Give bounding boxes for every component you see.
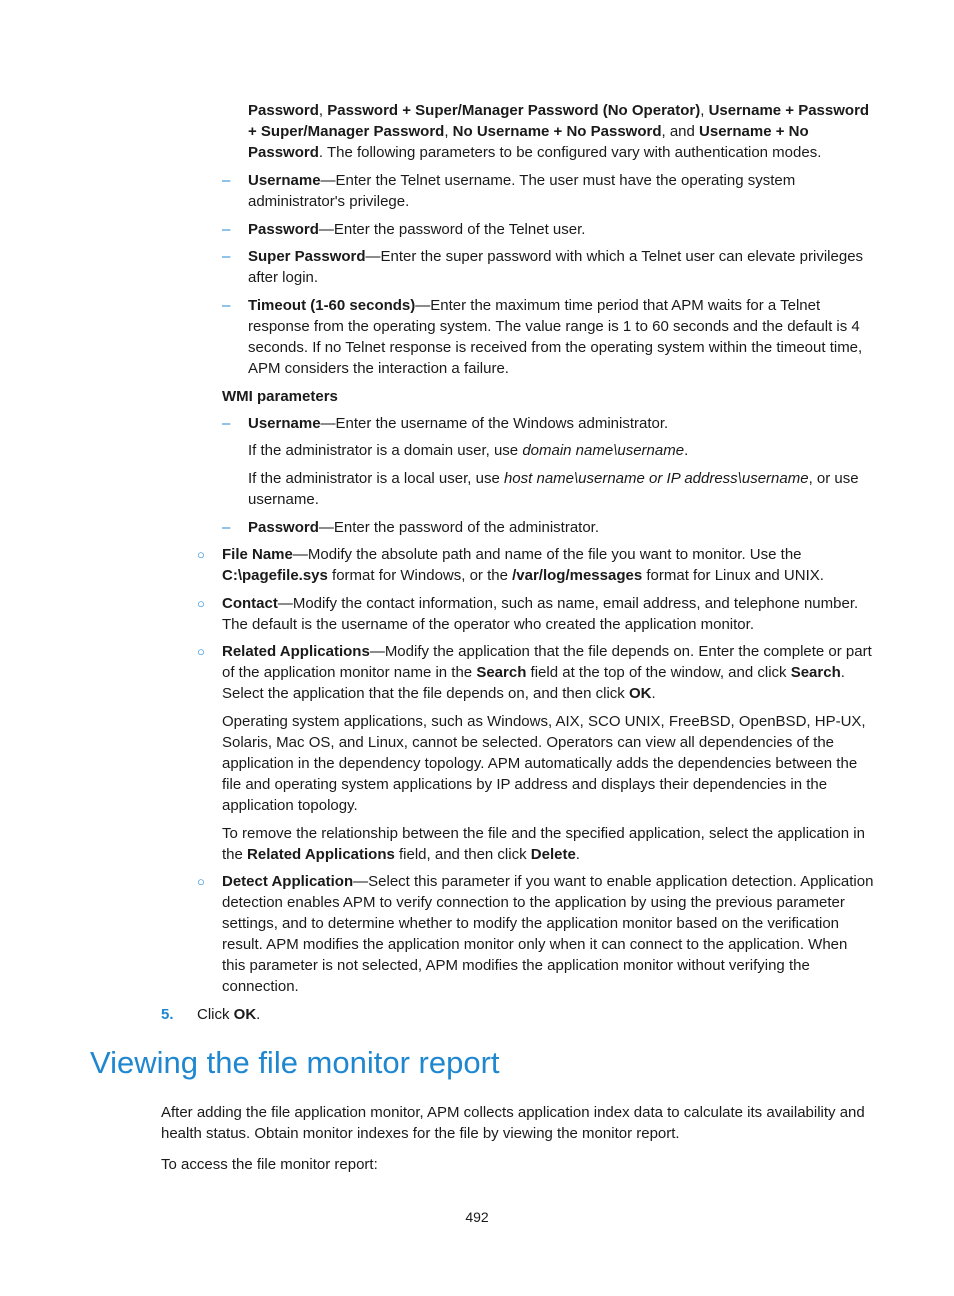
- circle-bullet: ○: [197, 547, 205, 562]
- dash-bullet: –: [222, 248, 231, 265]
- telnet-password-item: Password—Enter the password of the Telnet user.: [248, 221, 586, 238]
- telnet-username-item: Username—Enter the Telnet username. The user must have the operating system administrator's privilege.: [248, 172, 796, 210]
- related-applications-remove-note: To remove the relationship between the file and the specified application, select the application in the Related Applications field, and then click Delete.: [222, 825, 865, 863]
- wmi-password-item: Password—Enter the password of the administrator.: [248, 519, 600, 536]
- wmi-domain-user-note: If the administrator is a domain user, use domain name\username.: [248, 442, 689, 459]
- section-intro-paragraph: After adding the file application monitor, APM collects application index data to calculate its availability and health status. Obtain monitor indexes for the file by viewing the monitor report.: [161, 1104, 865, 1142]
- page-number: 492: [465, 1209, 489, 1225]
- access-report-paragraph: To access the file monitor report:: [161, 1156, 378, 1173]
- related-applications-os-note: Operating system applications, such as Windows, AIX, SCO UNIX, FreeBSD, OpenBSD, HP-UX, Solaris, Mac OS, and Linux, cannot be selected. Operators can view all dependencies of the application in the dependency topology. APM automatically adds the dependencies between the file and operating system applications by IP address and displays their dependencies in the application topology.: [222, 713, 866, 814]
- circle-bullet: ○: [197, 596, 205, 611]
- file-name-item: File Name—Modify the absolute path and name of the file you want to monitor. Use the C:\pagefile.sys format for Windows, or the /var/log/messages format for Linux and UNIX.: [222, 546, 824, 584]
- telnet-timeout-item: Timeout (1-60 seconds)—Enter the maximum time period that APM waits for a Telnet response from the operating system. The value range is 1 to 60 seconds and the default is 4 seconds. If no Telnet response is received from the operating system within the timeout time, APM considers the interaction a failure.: [248, 297, 863, 377]
- related-applications-item: Related Applications—Modify the application that the file depends on. Enter the complete or part of the application monitor name in the Search field at the top of the window, and click Search. Select the application that the file depends on, and then click OK.: [222, 643, 872, 702]
- detect-application-item: Detect Application—Select this parameter if you want to enable application detection. Application detection enables APM to verify connection to the application by using the previous parameter settings, and to determine whether to modify the application monitor based on the verification result. APM modifies the application monitor only when it can connect to the application. When this parameter is not selected, APM modifies the application monitor without verifying the connection.: [222, 873, 874, 995]
- dash-bullet: –: [222, 297, 231, 314]
- contact-item: Contact—Modify the contact information, such as name, email address, and telephone number. The default is the username of the operator who created the application monitor.: [222, 595, 859, 633]
- telnet-super-password-item: Super Password—Enter the super password with which a Telnet user can elevate privileges after login.: [248, 248, 864, 286]
- wmi-local-user-note: If the administrator is a local user, use host name\username or IP address\username, or use username.: [248, 470, 859, 508]
- dash-bullet: –: [222, 172, 231, 189]
- dash-bullet: –: [222, 221, 231, 238]
- wmi-username-item: Username—Enter the username of the Windows administrator.: [248, 415, 669, 432]
- step-number: 5.: [161, 1006, 174, 1023]
- auth-modes-paragraph: Password, Password + Super/Manager Password (No Operator), Username + Password + Super/Manager Password, No Username + No Password, and Username + No Password. The following parameters to be configured vary with authentication modes.: [248, 102, 870, 161]
- dash-bullet: –: [222, 415, 231, 432]
- section-heading: Viewing the file monitor report: [90, 1045, 500, 1080]
- circle-bullet: ○: [197, 644, 205, 659]
- dash-bullet: –: [222, 519, 231, 536]
- circle-bullet: ○: [197, 874, 205, 889]
- wmi-parameters-heading: WMI parameters: [222, 388, 338, 405]
- step-5-click-ok: Click OK.: [197, 1006, 261, 1023]
